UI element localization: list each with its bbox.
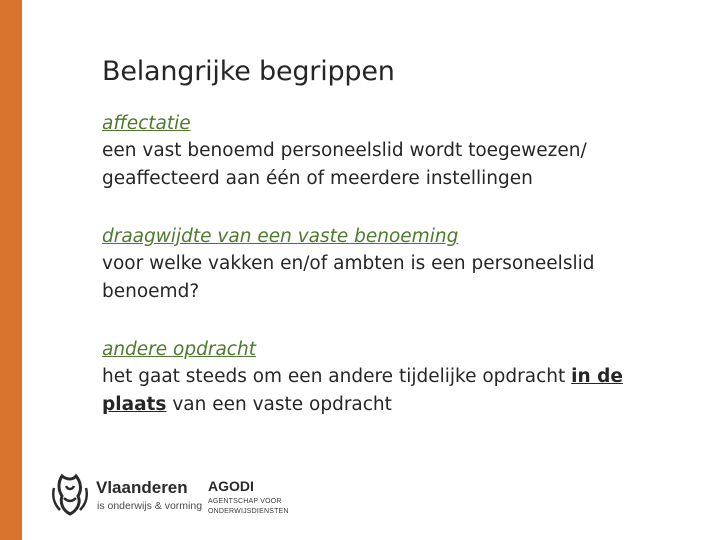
term-andere-opdracht [102,336,682,419]
slide-title: Belangrijke begrippen [102,56,395,87]
term-draagwijdte [102,223,682,306]
term-label: affectatie [102,113,191,134]
term-description: een vast benoemd personeelslid wordt toegewezen/ geaffecteerd aan één of meerdere instellingen [102,140,587,189]
description-text: het gaat steeds om een andere tijdelijke opdracht [102,366,566,387]
terms-list [102,110,682,449]
term-description [102,363,682,419]
term-description: voor welke vakken en/of ambten is een personeelslid benoemd? [102,253,595,302]
description-text: van een vaste opdracht [172,394,392,415]
description-emphasis: in de plaats [102,366,623,415]
term-affectatie [102,110,682,193]
agodi-subtitle-line: AGENTSCHAP VOOR [208,498,282,505]
accent-bar [0,0,22,540]
agodi-subtitle-line: ONDERWIJSDIENSTEN [208,508,289,515]
term-label: draagwijdte van een vaste benoeming [102,226,459,247]
lion-icon [48,468,92,518]
vlaanderen-tagline: is onderwijs & vorming [97,500,203,512]
agodi-name: AGODI [208,478,254,494]
vlaanderen-name: Vlaanderen [96,478,188,497]
agodi-subtitle [208,497,289,517]
term-label: andere opdracht [102,339,256,360]
